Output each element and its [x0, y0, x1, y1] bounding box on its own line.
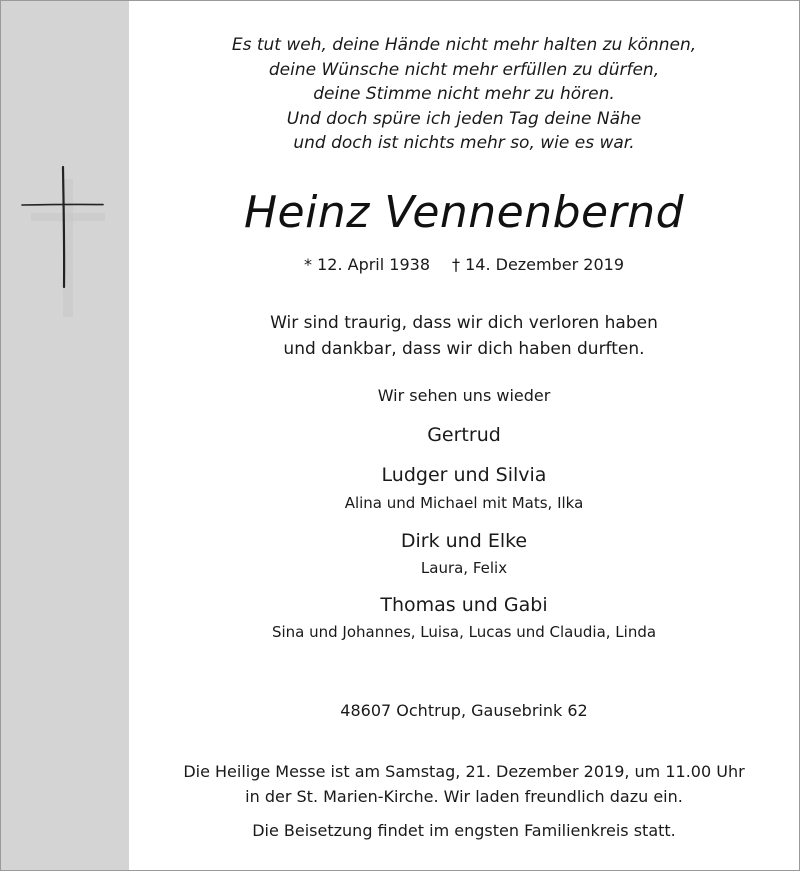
death-date: † 14. Dezember 2019 — [452, 255, 624, 274]
mourner-ludger-children: Alina und Michael mit Mats, Ilka — [344, 494, 584, 512]
obituary-content — [129, 1, 799, 870]
poem-line: Und doch spüre ich jeden Tag deine Nähe — [286, 108, 642, 129]
poem-line: deine Stimme nicht mehr zu hören. — [313, 84, 615, 104]
poem — [129, 33, 799, 156]
poem-line: Es tut weh, deine Hände nicht mehr halten zu können, — [231, 35, 697, 55]
burial-notice: Die Beisetzung findet im engsten Familienkreis statt. — [252, 821, 676, 840]
farewell-message — [129, 310, 799, 362]
mourner-thomas: Thomas und Gabi — [380, 594, 548, 616]
sidebar-panel — [1, 1, 129, 870]
message-line: und dankbar, dass wir dich haben durften. — [283, 339, 645, 359]
mourner-ludger: Ludger und Silvia — [381, 464, 547, 486]
cross-icon — [19, 163, 109, 293]
mourner-dirk-children: Laura, Felix — [420, 559, 508, 577]
mourning-address: 48607 Ochtrup, Gausebrink 62 — [340, 701, 588, 720]
poem-line: und doch ist nichts mehr so, wie es war. — [293, 133, 635, 153]
mourner-dirk: Dirk und Elke — [400, 530, 528, 552]
mass-announcement — [129, 759, 799, 809]
poem-line: deine Wünsche nicht mehr erfüllen zu dürfen, — [268, 59, 660, 80]
reunion-text: Wir sehen uns wieder — [377, 386, 551, 405]
mass-line: in der St. Marien-Kirche. Wir laden freundlich dazu ein. — [245, 787, 683, 806]
mass-line: Die Heilige Messe ist am Samstag, 21. Dezember 2019, um 11.00 Uhr — [183, 762, 745, 781]
birth-date: * 12. April 1938 — [304, 255, 430, 274]
mourner-thomas-children: Sina und Johannes, Luisa, Lucas und Claudia, Linda — [271, 623, 657, 641]
message-line: Wir sind traurig, dass wir dich verloren haben — [270, 313, 658, 333]
life-dates — [129, 255, 799, 274]
deceased-name: Heinz Vennenbernd — [243, 187, 685, 238]
mourner-gertrud: Gertrud — [427, 424, 501, 446]
